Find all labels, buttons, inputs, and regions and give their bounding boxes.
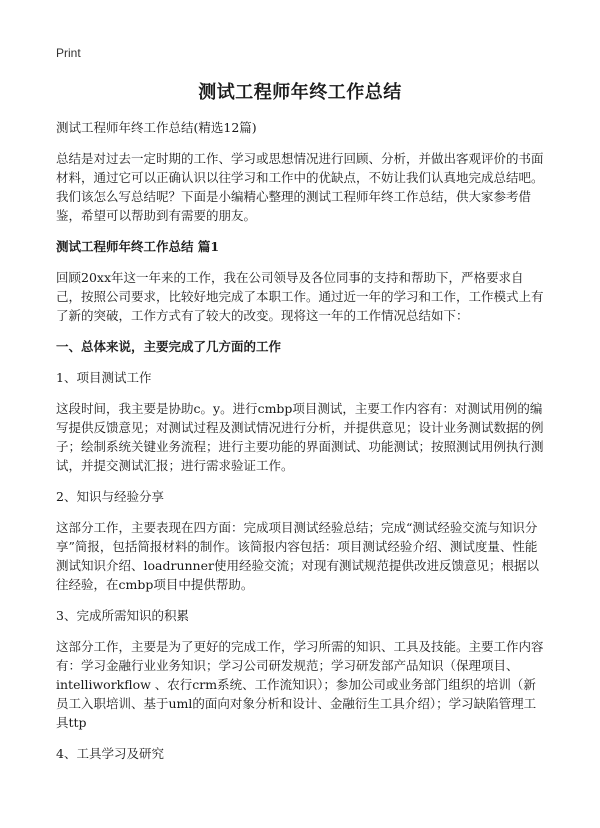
item-3-title: 3、完成所需知识的积累 xyxy=(56,608,189,623)
print-label: Print xyxy=(56,46,81,60)
document-subtitle: 测试工程师年终工作总结(精选12篇) xyxy=(56,120,257,135)
item-4-title: 4、工具学习及研究 xyxy=(56,746,164,761)
item-3-body: 这部分工作，主要是为了更好的完成工作，学习所需的知识、工具及技能。主要工作内容有：学习金融行业业务知识；学习公司研发规范；学习研发部产品知识（保理项目、intelliworkflow 、农行crm系统、工作流知识）；参加公司或业务部门组织的培训（新员工入职培训、基于uml的面向对象分析和设计、金融衍生工具介绍）；学习缺陷管理工具ttp xyxy=(56,639,544,730)
intro-paragraph: 总结是对过去一定时期的工作、学习或思想情况进行回顾、分析，并做出客观评价的书面材料，通过它可以正确认识以往学习和工作中的优缺点，不妨让我们认真地完成总结吧。我们该怎么写总结呢？下面是小编精心整理的测试工程师年终工作总结，供大家参考借鉴，希望可以帮助到有需要的朋友。 xyxy=(56,151,544,223)
item-2-body: 这部分工作，主要表现在四方面：完成项目测试经验总结；完成“测试经验交流与知识分享”简报，包括简报材料的制作。该简报内容包括：项目测试经验介绍、测试度量、性能测试知识介绍、loadrunner使用经验交流；对现有测试规范提供改进反馈意见；根据以往经验，在cmbp项目中提供帮助。 xyxy=(56,520,539,592)
section-intro-paragraph: 回顾20xx年这一年来的工作，我在公司领导及各位同事的支持和帮助下，严格要求自己，按照公司要求，比较好地完成了本职工作。通过近一年的学习和工作，工作模式上有了新的突破，工作方式有了较大的改变。现将这一年的工作情况总结如下： xyxy=(56,270,544,323)
section-heading: 测试工程师年终工作总结 篇1 xyxy=(56,239,220,254)
item-2-title: 2、知识与经验分享 xyxy=(56,489,164,504)
document-title: 测试工程师年终工作总结 xyxy=(198,82,402,103)
part-one-heading: 一、总体来说，主要完成了几方面的工作 xyxy=(56,339,282,354)
item-1-title: 1、项目测试工作 xyxy=(56,370,152,385)
item-1-body: 这段时间，我主要是协助c。y。进行cmbp项目测试，主要工作内容有：对测试用例的编写提供反馈意见；对测试过程及测试情况进行分析，并提供意见；设计业务测试数据的例子；绘制系统关键业务流程；进行主要功能的界面测试、功能测试；按照测试用例执行测试，并提交测试汇报；进行需求验证工作。 xyxy=(56,401,544,473)
